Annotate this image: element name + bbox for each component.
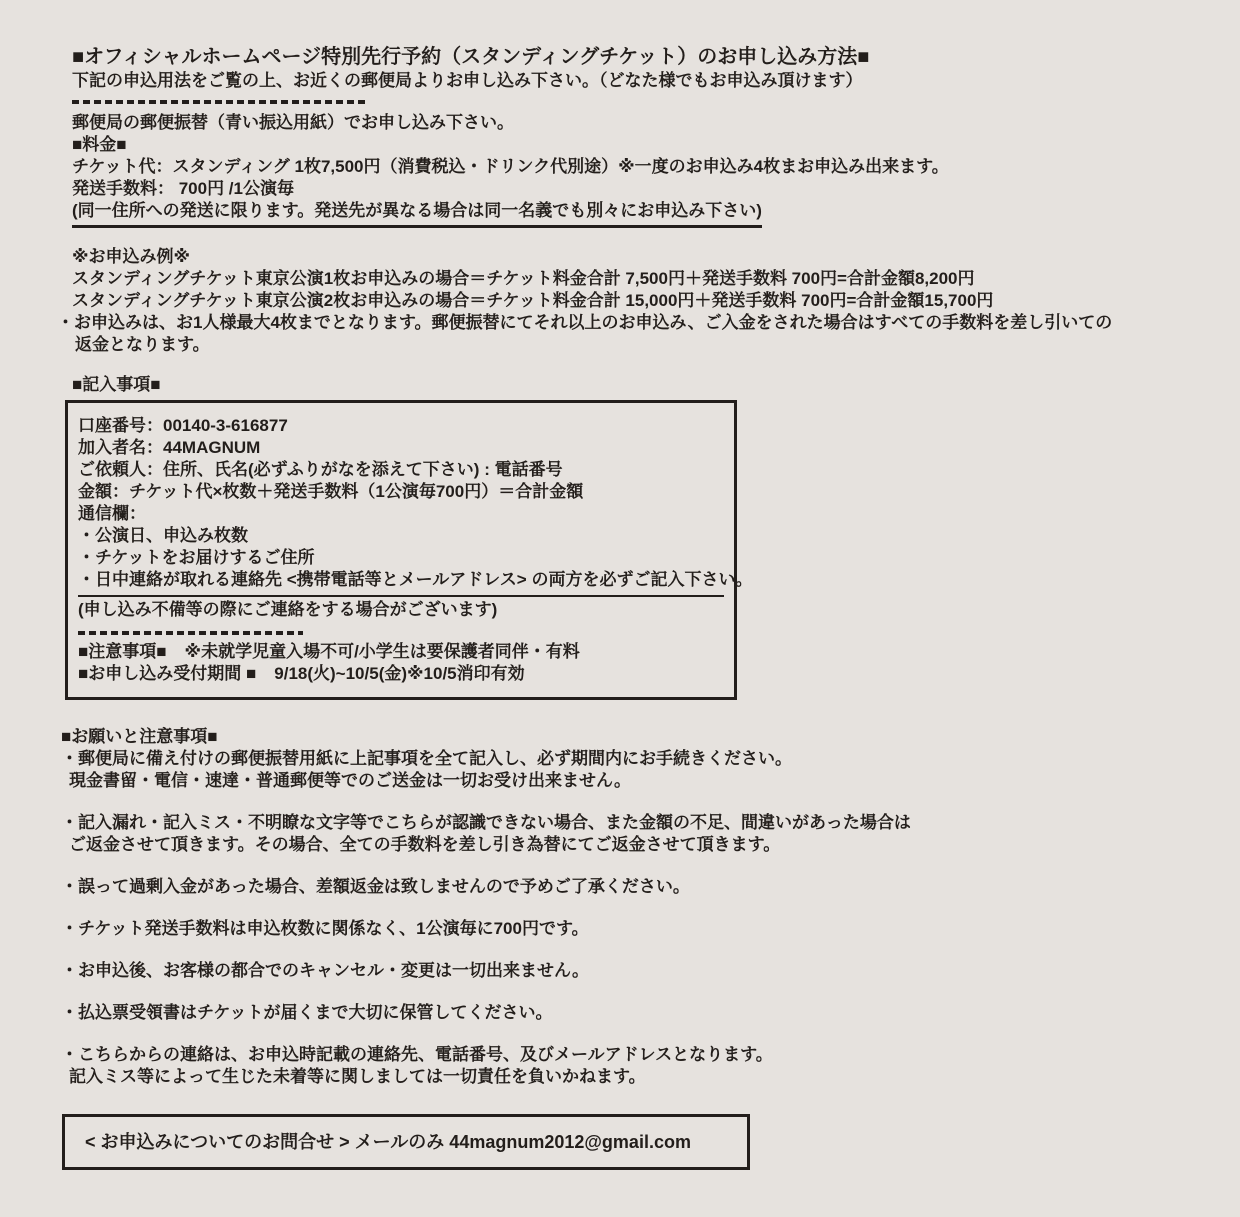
note-group-postal-form <box>61 748 1112 792</box>
example-line-2: スタンディングチケット東京公演2枚お申込みの場合＝チケット料金合計 15,000円＋発送手数料 700円=合計金額15,700円 <box>72 291 994 310</box>
note-line: ・お申込後、お客様の都合でのキャンセル・変更は一切出来ません。 <box>61 961 590 980</box>
entry-box <box>65 400 753 700</box>
note-line: 現金書留・電信・速達・普通郵便等でのご送金は一切お受け出来ません。 <box>69 771 632 790</box>
note-line: ・誤って過剰入金があった場合、差額返金は致しませんので予めご了承ください。 <box>61 877 690 896</box>
fee-shipping-line: 発送手数料： 700円 /1公演毎 <box>72 179 294 198</box>
notes-heading: ■お願いと注意事項■ <box>61 727 218 746</box>
subtitle-line: 下記の申込用法をご覧の上、お近くの郵便局よりお申し込み下さい。（どなた様でもお申込み頂けます） <box>72 71 863 90</box>
note-line: ご返金させて頂きます。その場合、全ての手数料を差し引き為替にてご返金させて頂きます。 <box>69 835 781 854</box>
requester-line: ご依頼人：住所、氏名(必ずふりがなを添えて下さい) : 電話番号 <box>78 460 563 479</box>
note-line: ・記入漏れ・記入ミス・不明瞭な文字等でこちらが認識できない場合、また金額の不足、間違いがあった場合は <box>61 813 911 832</box>
flyer-content <box>57 44 1113 1170</box>
note-group-overpayment <box>61 876 1112 898</box>
memo-label: 通信欄： <box>78 504 146 523</box>
dashed-divider-top <box>72 100 365 104</box>
note-line: ・郵便局に備え付けの郵便振替用紙に上記事項を全て記入し、必ず期間内にお手続きください。 <box>61 749 792 768</box>
application-period-text: 9/18(火)~10/5(金)※10/5消印有効 <box>274 664 525 683</box>
note-group-contact-method <box>61 1044 1112 1088</box>
fee-same-address-note <box>72 200 1112 228</box>
fee-same-address-note-text: (同一住所への発送に限ります。発送先が異なる場合は同一名義でも別々にお申込み下さい) <box>72 200 762 228</box>
note-line: ・払込票受領書はチケットが届くまで大切に保管してください。 <box>61 1003 553 1022</box>
contact-box-text: < お申込みについてのお問合せ > メールのみ 44magnum2012@gmail.com <box>85 1132 691 1152</box>
dashed-divider-box <box>78 631 303 635</box>
fees-heading: ■料金■ <box>72 135 127 154</box>
page-title: ■オフィシャルホームページ特別先行予約（スタンディングチケット）のお申し込み方法■ <box>72 46 870 68</box>
account-number-line: 口座番号：00140-3-616877 <box>78 416 288 435</box>
order-limit-note-line2: 返金となります。 <box>75 335 210 354</box>
contact-box <box>62 1114 750 1170</box>
amount-line: 金額：チケット代×枚数＋発送手数料（1公演毎700円）＝合計金額 <box>78 482 584 501</box>
note-line: 記入ミス等によって生じた未着等に関しましては一切責任を負いかねます。 <box>69 1067 646 1086</box>
note-line: ・チケット発送手数料は申込枚数に関係なく、1公演毎に700円です。 <box>61 919 589 938</box>
note-group-shipping-fee <box>61 918 1112 940</box>
note-group-keep-receipt <box>61 1002 1112 1024</box>
memo-item-performance: ・公演日、申込み枚数 <box>78 526 248 545</box>
fee-ticket-line: チケット代：スタンディング 1枚7,500円（消費税込・ドリンク代別途）※一度のお申込み4枚まお申込み出来ます。 <box>72 157 949 176</box>
memo-item-contact: ・日中連絡が取れる連絡先 <携帯電話等とメールアドレス> の両方を必ずご記入下さい。 <box>78 569 724 597</box>
entry-items-heading: ■記入事項■ <box>72 375 161 394</box>
contact-follow-up-note: (申し込み不備等の際にご連絡をする場合がございます) <box>78 600 498 619</box>
memo-item-address: ・チケットをお届けするご住所 <box>78 548 315 567</box>
caution-text: ※未就学児童入場不可/小学生は要保護者同伴・有料 <box>184 642 580 661</box>
order-limit-note-line1: ・お申込みは、お1人様最大4枚までとなります。郵便振替にてそれ以上のお申込み、ご入金をされた場合はすべての手数料を差し引いての <box>57 313 1113 332</box>
account-name-line: 加入者名：44MAGNUM <box>78 438 261 457</box>
note-line: ・こちらからの連絡は、お申込時記載の連絡先、電話番号、及びメールアドレスとなります。 <box>61 1045 773 1064</box>
postal-method-line: 郵便局の郵便振替（青い振込用紙）でお申し込み下さい。 <box>72 113 514 132</box>
caution-row <box>78 641 724 663</box>
notes-section <box>61 726 1112 1088</box>
note-group-illegible-entries <box>61 812 1112 856</box>
application-period-heading: ■お申し込み受付期間 ■ <box>78 664 257 683</box>
examples-heading: ※お申込み例※ <box>72 247 191 266</box>
example-line-1: スタンディングチケット東京公演1枚お申込みの場合＝チケット料金合計 7,500円＋発送手数料 700円=合計金額8,200円 <box>72 269 975 288</box>
note-group-no-cancel <box>61 960 1112 982</box>
caution-heading: ■注意事項■ <box>78 642 167 661</box>
application-period-row <box>78 663 724 685</box>
